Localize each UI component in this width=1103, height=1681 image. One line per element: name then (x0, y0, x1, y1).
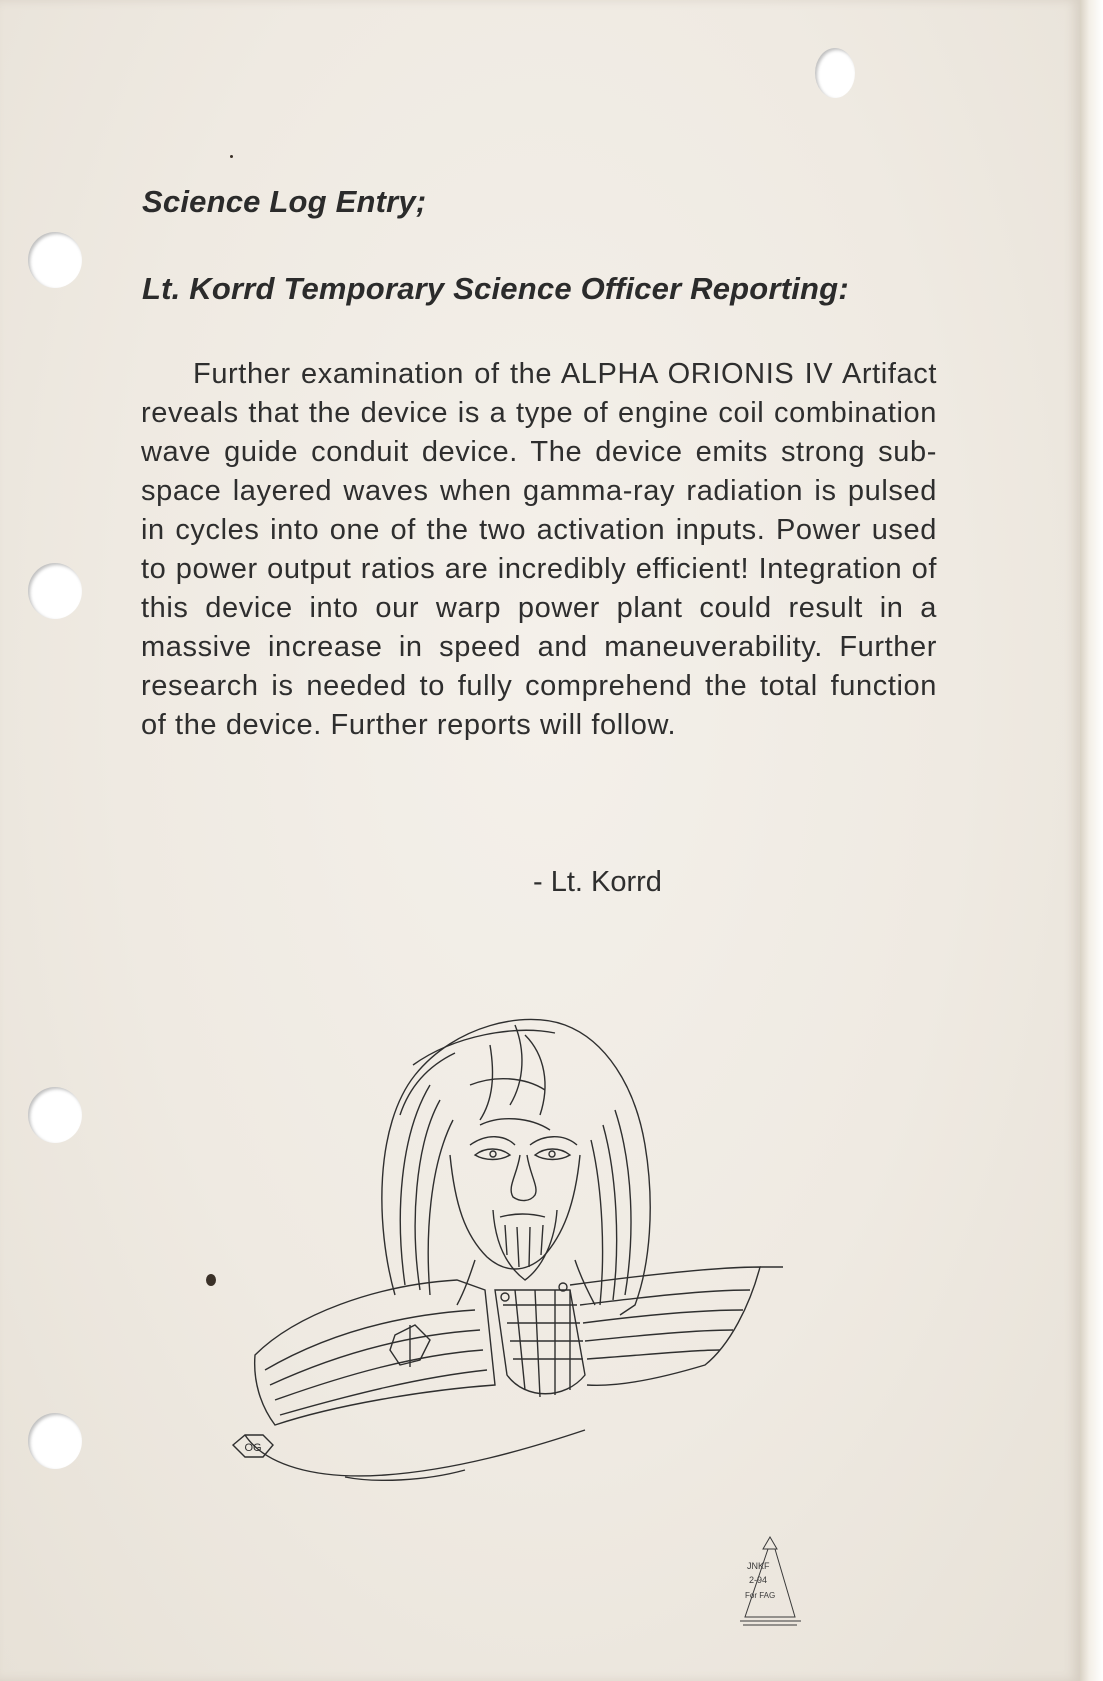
punch-hole (28, 563, 82, 619)
punch-hole (28, 1087, 82, 1143)
punch-hole (815, 48, 855, 98)
klingon-portrait-illustration (225, 1005, 825, 1565)
report-heading: Lt. Korrd Temporary Science Officer Reporting: (142, 271, 849, 306)
log-title: Science Log Entry; (142, 184, 427, 219)
signature: - Lt. Korrd (533, 866, 662, 898)
report-body: Further examination of the ALPHA ORIONIS IV Artifact reveals that the device is a type of engine coil combination wave guide conduit device. The device emits strong sub-space layered waves when gamma-ray radiation is pulsed in cycles into one of the two activation inputs. Power used to power output ratios are incredibly efficient! Integration of this device into our warp power plant could result in a massive increase in speed and maneuverability. Further research is needed to fully comprehend the total function of the device. Further reports will follow. (141, 358, 937, 741)
artist-signature-mark (735, 1535, 805, 1630)
punch-hole (28, 232, 82, 288)
artist-mark-line: For FAG (745, 1591, 776, 1600)
page-edge (1080, 0, 1103, 1681)
punch-hole (28, 1413, 82, 1469)
artist-mark-line: JNKF (747, 1561, 770, 1571)
ink-speck (206, 1274, 216, 1286)
ink-speck (230, 155, 233, 158)
badge-label: OG (244, 1442, 262, 1454)
artist-mark-line: 2-94 (749, 1575, 768, 1585)
